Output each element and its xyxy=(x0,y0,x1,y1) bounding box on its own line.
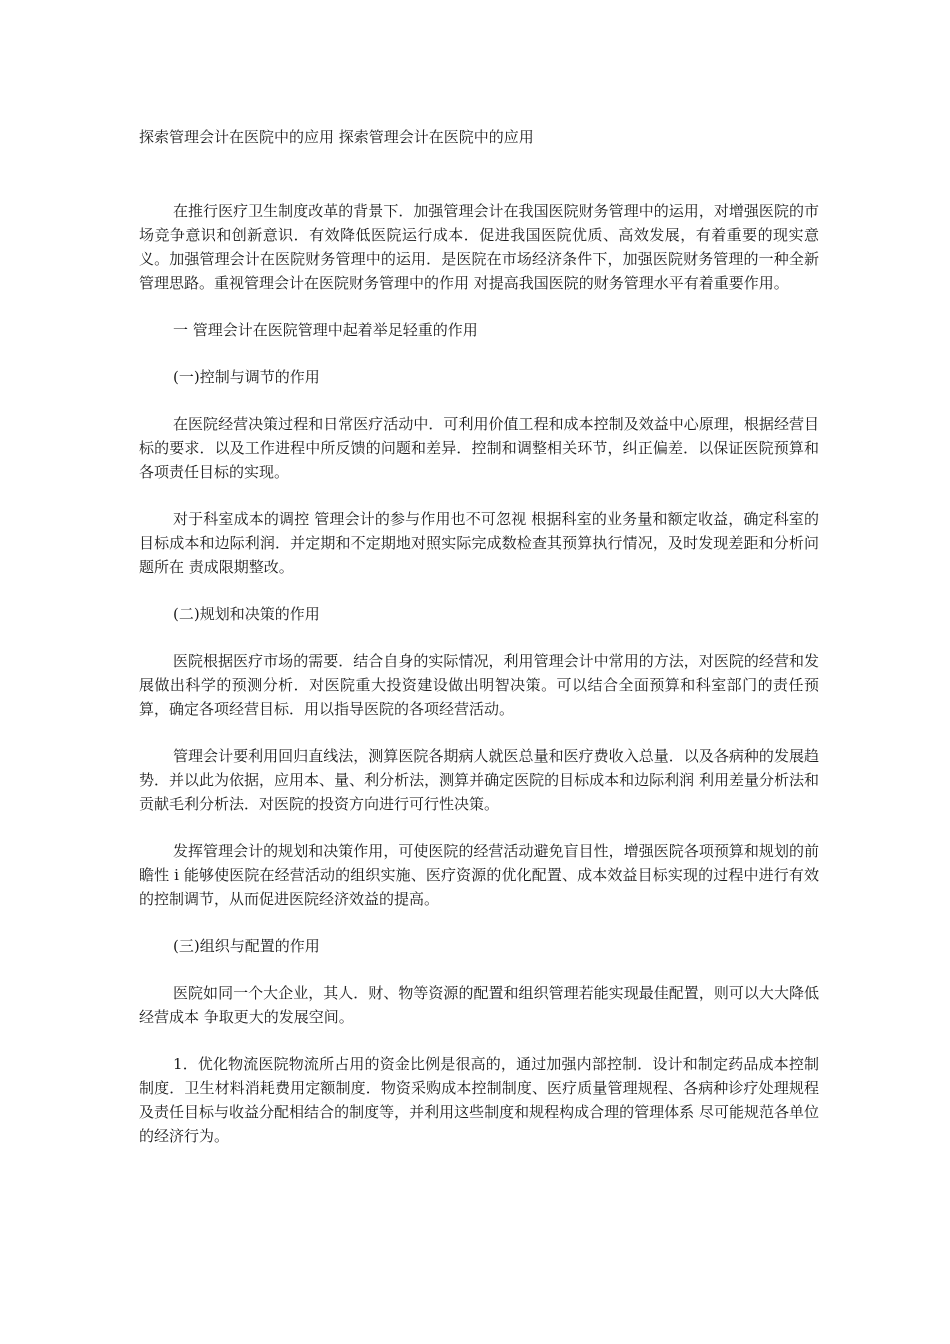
paragraph-organization-1: 医院如同一个大企业，其人．财、物等资源的配置和组织管理若能实现最佳配置，则可以大大降低经营成本 争取更大的发展空间。 xyxy=(139,984,819,1026)
paragraph-organization-2: 1．优化物流医院物流所占用的资金比例是很高的，通过加强内部控制．设计和制定药品成本控制制度．卫生材料消耗费用定额制度．物资采购成本控制制度、医疗质量管理规程、各病种诊疗处理规程及责任目标与收益分配相结合的制度等，并利用这些制度和规程构成合理的管理体系 尽可能规范各单位的经济行为。 xyxy=(139,1055,819,1145)
section-heading-1: 一 管理会计在医院管理中起着举足轻重的作用 xyxy=(173,321,478,339)
subsection-heading-planning: (二)规划和决策的作用 xyxy=(173,605,320,623)
paragraph-planning-3: 发挥管理会计的规划和决策作用，可使医院的经营活动避免盲目性，增强医院各项预算和规划的前瞻性 i 能够使医院在经营活动的组织实施、医疗资源的优化配置、成本效益目标实现的过程中进行有效的控制调节，从而促进医院经济效益的提高。 xyxy=(139,842,819,908)
document-body xyxy=(139,199,819,1171)
document-title: 探索管理会计在医院中的应用 探索管理会计在医院中的应用 xyxy=(139,128,534,146)
intro-paragraph: 在推行医疗卫生制度改革的背景下．加强管理会计在我国医院财务管理中的运用，对增强医院的市场竞争意识和创新意识．有效降低医院运行成本．促进我国医院优质、高效发展，有着重要的现实意义。加强管理会计在医院财务管理中的运用．是医院在市场经济条件下，加强医院财务管理的一种全新管理思路。重视管理会计在医院财务管理中的作用 对提高我国医院的财务管理水平有着重要作用。 xyxy=(139,202,819,292)
paragraph-control-2: 对于科室成本的调控 管理会计的参与作用也不可忽视 根据科室的业务量和额定收益，确定科室的目标成本和边际利润．并定期和不定期地对照实际完成数检查其预算执行情况，及时发现差距和分析问题所在 责成限期整改。 xyxy=(139,510,819,576)
subsection-heading-control: (一)控制与调节的作用 xyxy=(173,368,320,386)
paragraph-control-1: 在医院经营决策过程和日常医疗活动中．可利用价值工程和成本控制及效益中心原理，根据经营目标的要求．以及工作进程中所反馈的问题和差异．控制和调整相关环节，纠正偏差．以保证医院预算和各项责任目标的实现。 xyxy=(139,415,819,481)
paragraph-planning-1: 医院根据医疗市场的需要．结合自身的实际情况，利用管理会计中常用的方法，对医院的经营和发展做出科学的预测分析．对医院重大投资建设做出明智决策。可以结合全面预算和科室部门的责任预算，确定各项经营目标．用以指导医院的各项经营活动。 xyxy=(139,652,819,718)
subsection-heading-organization: (三)组织与配置的作用 xyxy=(173,937,320,955)
paragraph-planning-2: 管理会计要利用回归直线法，测算医院各期病人就医总量和医疗费收入总量．以及各病种的发展趋势．并以此为依据，应用本、量、利分析法，测算并确定医院的目标成本和边际利润 利用差量分析法和贡献毛利分析法．对医院的投资方向进行可行性决策。 xyxy=(139,747,819,813)
